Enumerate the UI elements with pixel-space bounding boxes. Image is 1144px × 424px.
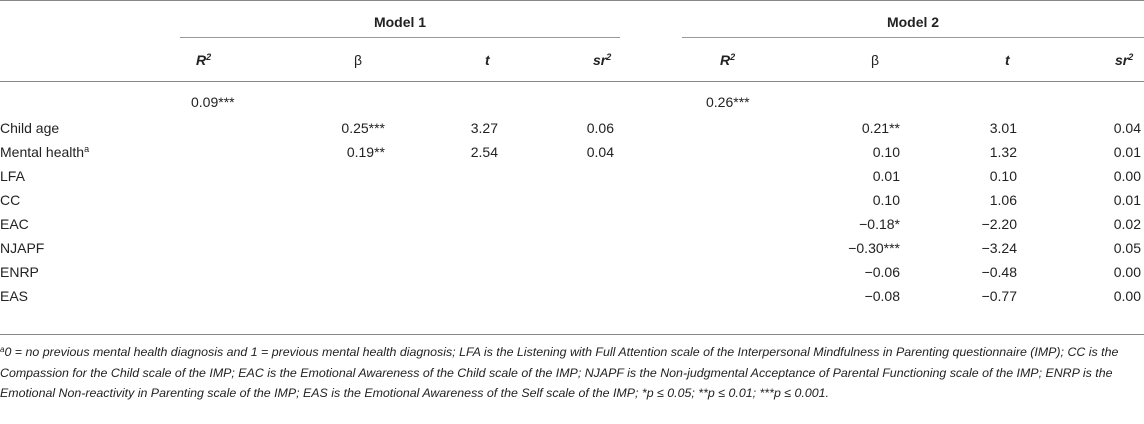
cell-m2-t: 1.32 bbox=[989, 144, 1017, 160]
row-label: EAS bbox=[0, 288, 29, 304]
cell-m1-beta: 0.25*** bbox=[341, 120, 385, 136]
model1-underline bbox=[180, 37, 620, 38]
m2-col-beta: β bbox=[871, 52, 880, 68]
m1-col-sr2: $sr^2$ bbox=[593, 52, 612, 68]
cell-m2-t: −0.77 bbox=[981, 288, 1017, 304]
cell-m2-sr2: 0.05 bbox=[1113, 240, 1141, 256]
row-label: ENRP bbox=[0, 264, 39, 280]
table-footnote bbox=[0, 342, 1138, 404]
m1-col-t: t bbox=[485, 52, 490, 68]
cell-m1-t: 3.27 bbox=[470, 120, 498, 136]
bottom-rule bbox=[0, 334, 1144, 335]
cell-m2-t: 0.10 bbox=[989, 168, 1017, 184]
cell-m2-beta: −0.06 bbox=[864, 264, 900, 280]
cell-m2-beta: 0.01 bbox=[872, 168, 900, 184]
cell-m2-t: −3.24 bbox=[981, 240, 1017, 256]
footnote-text: 0 = no previous mental health diagnosis and 1 = previous mental health diagnosis; LFA is the Listening with Full Attention scale of the Interpersonal Mindfulness in Parenting questionnaire (IMP); CC is the Compassion for the Child scale of the IMP; EAC is the Emotional Awareness of the Child scale of the IMP; NJAPF is the Non-judgmental Acceptance of Parental Functioning scale of the IMP; ENRP is the Emotional Non-reactivity in Parenting scale of the IMP; EAS is the Emotional Awareness of the Self scale of the IMP; *p ≤ 0.05; **p ≤ 0.01; ***p ≤ 0.001. bbox=[0, 345, 1119, 400]
top-rule bbox=[0, 0, 1144, 1]
m1-r2-value: 0.09*** bbox=[191, 94, 235, 110]
cell-m2-beta: −0.08 bbox=[864, 288, 900, 304]
row-label: NJAPF bbox=[0, 240, 45, 256]
row-label: EAC bbox=[0, 216, 29, 232]
m2-r2-value: 0.26*** bbox=[706, 94, 750, 110]
model2-underline bbox=[682, 37, 1144, 38]
cell-m2-sr2: 0.00 bbox=[1113, 288, 1141, 304]
cell-m2-beta: −0.30*** bbox=[848, 240, 900, 256]
cell-m1-beta: 0.19** bbox=[346, 144, 385, 160]
cell-m2-sr2: 0.01 bbox=[1113, 192, 1141, 208]
cell-m2-sr2: 0.00 bbox=[1113, 264, 1141, 280]
m2-col-t: t bbox=[1005, 52, 1010, 68]
cell-m2-beta: 0.10 bbox=[872, 192, 900, 208]
model1-header: Model 1 bbox=[373, 14, 427, 30]
cell-m2-t: −2.20 bbox=[981, 216, 1017, 232]
cell-m2-sr2: 0.01 bbox=[1113, 144, 1141, 160]
cell-m1-sr2: 0.04 bbox=[586, 144, 614, 160]
cell-m2-beta: 0.10 bbox=[872, 144, 900, 160]
row-label: LFA bbox=[0, 168, 25, 184]
cell-m2-beta: 0.21** bbox=[861, 120, 900, 136]
m2-col-sr2: $sr^2$ bbox=[1115, 52, 1134, 68]
m2-col-r2: $R^2$ bbox=[720, 52, 736, 68]
model2-header: Model 2 bbox=[886, 14, 940, 30]
row-label: CC bbox=[0, 192, 21, 208]
cell-m2-beta: −0.18* bbox=[859, 216, 900, 232]
m1-col-r2: $R^2$ bbox=[196, 52, 212, 68]
cell-m2-t: 3.01 bbox=[989, 120, 1017, 136]
row-label: Child age bbox=[0, 120, 60, 136]
cell-m1-sr2: 0.06 bbox=[586, 120, 614, 136]
header-rule bbox=[0, 81, 1144, 82]
cell-m2-sr2: 0.00 bbox=[1113, 168, 1141, 184]
m1-col-beta: β bbox=[354, 52, 363, 68]
footnote-marker: a bbox=[0, 345, 5, 354]
cell-m2-t: −0.48 bbox=[981, 264, 1017, 280]
cell-m2-t: 1.06 bbox=[989, 192, 1017, 208]
cell-m2-sr2: 0.04 bbox=[1113, 120, 1141, 136]
row-label: Mental health$^a$ bbox=[0, 144, 90, 160]
cell-m2-sr2: 0.02 bbox=[1113, 216, 1141, 232]
cell-m1-t: 2.54 bbox=[470, 144, 498, 160]
